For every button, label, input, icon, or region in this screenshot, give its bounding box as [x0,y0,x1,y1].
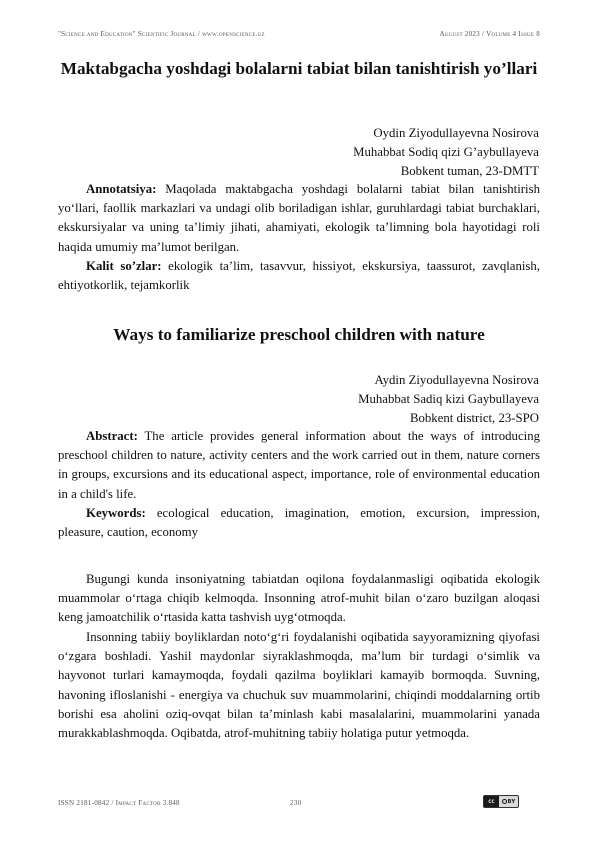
article-title-en: Ways to familiarize preschool children with nature [113,325,485,344]
keywords-text-uz: ekologik ta’lim, tasavvur, hissiyot, ekskursiya, taassurot, zavqlanish, ehtiyotkorlik, tejamkorlik [58,259,540,293]
by-label: BY [507,798,516,805]
cc-label: cc [484,796,499,807]
author-affiliation: Bobkent tuman, 23-DMTT [400,164,539,178]
keywords-en [58,504,540,542]
by-badge [499,799,518,805]
abstract-en [58,427,540,504]
body-paragraph: Bugungi kunda insoniyatning tabiatdan oqilona foydalanmasligi oqibatida ekologik muammolar o‘rtaga chiqib kelmoqda. Insonning atrof-muhit bilan o‘zaro buzilgan aloqasi keng jamoatchilik o‘rtasida katta tashvish uyg‘otmoqda. [58,572,540,625]
body-paragraph: Insonning tabiiy boyliklardan noto‘g‘ri foydalanishi oqibatida sayyoramizning qiyofasi o‘zgara boshladi. Yashil maydonlar siyraklashmoqda, ma’lum bir turdagi o‘simlik va hayvonot turlari kamaymoqda, foydali qazilma boyliklari kamayib bormoqda. Suvning, havoning ifloslanishi - energiya va chuchuk suv muammolarini, chiqindi moddalarning ortib borishi esa aholini oziq-ovqat bilan ta’minlash kabi masalalarini, muammolarini yanada murakkablashmoqda. Oqibatda, atrof-muhitning tabiiy holatiga putur yetmoqda. [58,630,540,741]
author-name: Muhabbat Sadiq kizi Gaybullayeva [358,392,539,406]
abstract-label-uz: Annotatsiya: [86,182,157,196]
page-footer [58,795,540,811]
article-title-uz: Maktabgacha yoshdagi bolalarni tabiat bilan tanishtirish yo’llari [60,59,538,78]
creative-commons-by-icon[interactable] [483,795,519,808]
person-icon [502,799,507,804]
abstract-label-en: Abstract: [86,429,138,443]
journal-name: "Science and Education" Scientific Journal / www.openscience.uz [58,30,265,38]
issn-info: ISSN 2181-0842 / Impact Factor 3.848 [58,799,180,807]
keywords-text-en: ecological education, imagination, emotion, excursion, impression, pleasure, caution, economy [58,506,540,540]
author-block-en [358,371,539,428]
keywords-label-uz: Kalit so’zlar: [86,259,162,273]
running-header [58,30,540,38]
abstract-text-en: The article provides general information about the ways of introducing preschool children to nature, activity centers and the work carried out in them, nature corners in groups, excursions and its educational aspect, importance, role of environmental education in a child's life. [58,429,540,501]
author-name: Aydin Ziyodullayevna Nosirova [374,373,539,387]
page-number: 230 [290,799,302,807]
author-name: Muhabbat Sodiq qizi G’aybullayeva [353,145,539,159]
keywords-label-en: Keywords: [86,506,146,520]
abstract-uz [58,180,540,257]
issue-info: August 2023 / Volume 4 Issue 8 [439,30,540,38]
author-name: Oydin Ziyodullayevna Nosirova [373,126,539,140]
keywords-uz [58,257,540,295]
abstract-text-uz: Maqolada maktabgacha yoshdagi bolalarni tabiat bilan tanishtirish yo‘llari, faollik markazlari va undagi olib boriladigan ishlar, guruhlardagi tabiat burchaklari, ekskursiyalar va uning ta’limiy jihati, ahamiyati, ekologik ta’limning bola hayotidagi roli haqida umumiy ma’lumot berilgan. [58,182,540,254]
author-affiliation: Bobkent district, 23-SPO [409,411,539,425]
author-block-uz [353,124,539,181]
